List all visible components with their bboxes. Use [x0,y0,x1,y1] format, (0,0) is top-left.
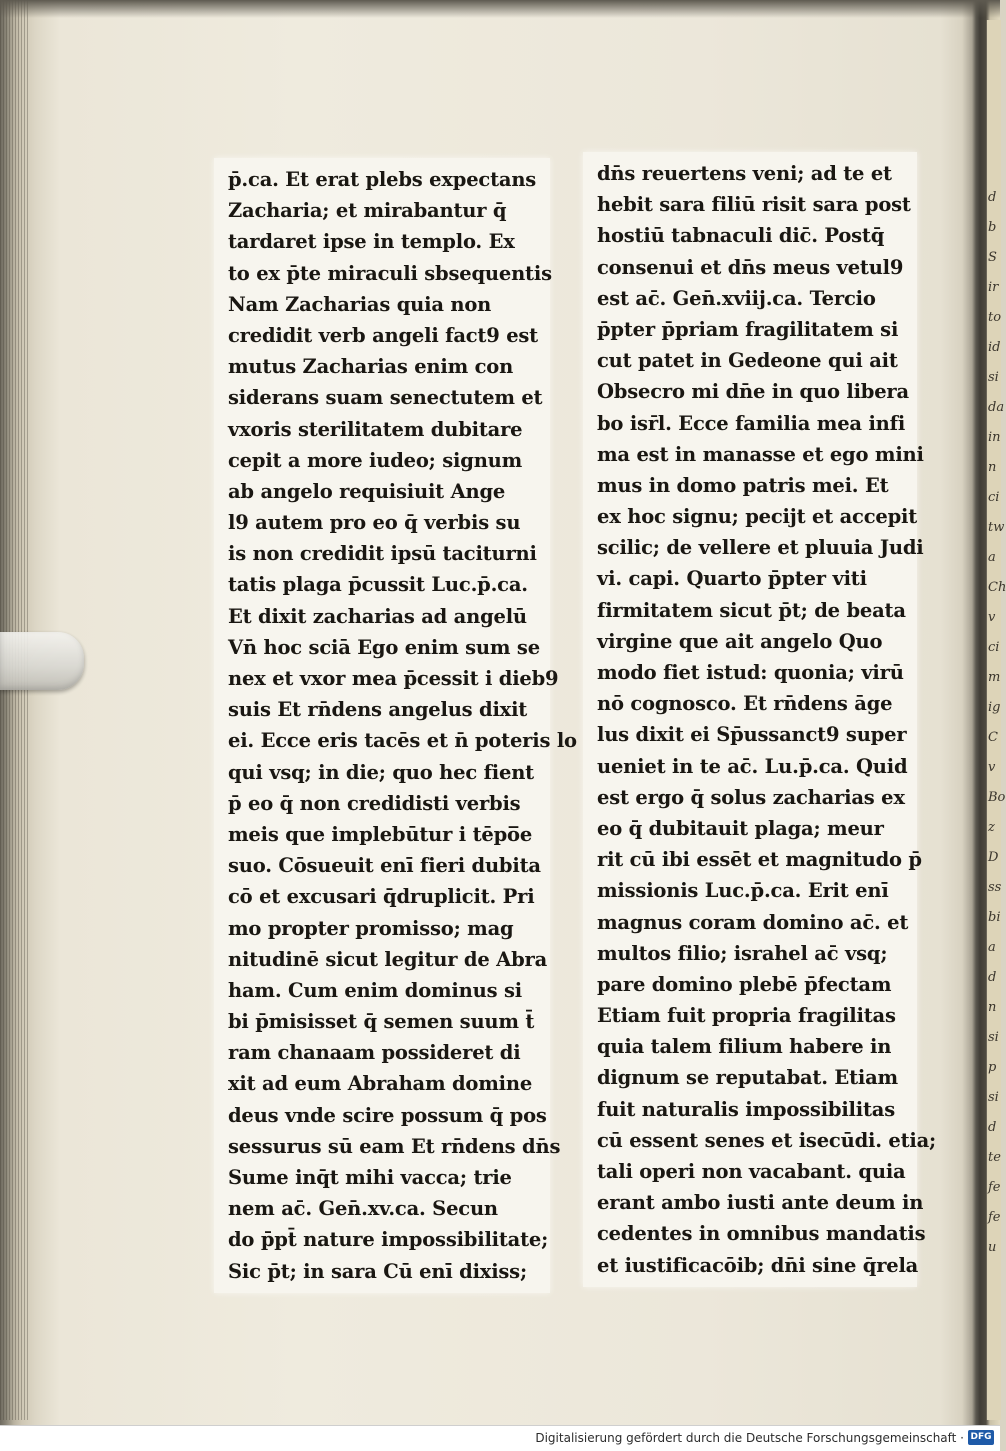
text-line: dn̄s reuertens veni; ad te et [597,162,892,185]
text-line: fuit naturalis impossibilitas [597,1097,895,1121]
text-line: mo propter promisso; mag [228,916,514,940]
text-line: qui vsq; in die; quo hec fient [228,760,534,784]
text-line: virgine que ait angelo Quo [597,629,883,653]
margin-fragment: id [988,340,1001,355]
text-line: ex hoc signu; pecijt et accepit [597,505,918,529]
text-line: is non credidit ipsū taciturni [228,542,537,566]
text-line: ei. Ecce eris tacēs et n̄ poteris lo [228,729,577,753]
margin-fragment: Bo [988,790,1006,805]
text-line: vxoris sterilitatem dubitare [228,417,523,441]
text-line: nex et vxor mea p̄cessit i dieb9 [228,667,559,690]
margin-fragment: ir [988,280,999,295]
margin-fragment: d [988,190,997,205]
text-line: cepit a more iudeo; signum [228,448,523,472]
text-line: et iustificacōib; dn̄i sine q̄rela [597,1253,919,1277]
text-line: suo. Cōsueuit enī fieri dubita [228,854,541,878]
margin-fragment: v [988,610,996,625]
binding-shadow [0,0,1000,18]
text-line: xit ad eum Abraham domine [228,1072,533,1096]
margin-fragment: ci [988,490,1000,505]
text-line: do p̄pt̄ nature impossibilitate; [228,1228,549,1252]
text-line: siderans suam senectutem et [228,386,543,410]
margin-fragment: si [988,370,999,385]
text-line: bi p̄misisset q̄ semen suum t̄ [228,1010,535,1034]
footer-bar [0,1425,1000,1451]
margin-fragment: bi [988,910,1001,925]
text-line: ueniet in te ac̄. Lu.p̄.ca. Quid [597,754,908,778]
text-line: est ergo q̄ solus zacharias ex [597,785,905,809]
margin-fragment: b [988,220,997,235]
margin-fragment: si [988,1090,999,1105]
text-line: p̄.ca. Et erat plebs expectans [228,168,537,191]
text-line: nem ac̄. Gen̄.xv.ca. Secun [228,1197,498,1221]
margin-fragment: da [988,400,1005,415]
text-line: cut patet in Gedeone qui ait [597,349,898,373]
margin-fragment: fe [988,1180,1001,1195]
text-line: mutus Zacharias enim con [228,355,514,379]
text-line: to ex p̄te miraculi sbsequentis [228,261,552,285]
text-line: sessurus sū eam Et rn̄dens dn̄s [228,1134,561,1158]
margin-fragment: S [988,250,997,265]
margin-fragment: d [988,1120,997,1135]
margin-fragment: v [988,760,996,775]
text-line: nō cognosco. Et rn̄dens āge [597,692,893,716]
text-line: tardaret ipse in templo. Ex [228,230,515,254]
margin-fragment: n [988,460,997,475]
text-line: firmitatem sicut p̄t; de beata [597,598,906,622]
text-line: dignum se reputabat. Etiam [597,1066,898,1090]
text-line: quia talem filium habere in [597,1035,892,1059]
margin-fragment: m [988,670,1001,685]
text-line: cedentes in omnibus mandatis [597,1222,926,1246]
margin-fragment: p [988,1060,997,1075]
margin-fragment: u [988,1240,997,1255]
text-line: l9 autem pro eo q̄ verbis su [228,511,521,535]
margin-fragment: D [988,850,999,865]
text-line: modo fiet istud: quonia; virū [597,661,904,684]
text-line: bo isr̄l. Ecce familia mea infi [597,411,906,435]
text-line: ab angelo requisiuit Ange [228,479,506,503]
margin-fragment: fe [988,1210,1001,1225]
text-line: Zacharia; et mirabantur q̄ [228,199,507,223]
text-line: est ac̄. Gen̄.xviij.ca. Tercio [597,286,876,310]
text-line: hostiū tabnaculi dic̄. Postq̄ [597,224,885,248]
text-line: p̄ eo q̄ non credidisti verbis [228,791,521,815]
right-text-column [583,152,937,1287]
margin-fragment: ci [988,640,1000,655]
text-line: meis que implebūtur i tēpo̅e [228,822,533,846]
text-line: Sic p̄t; in sara Cū enī dixiss; [228,1259,527,1283]
text-line: vi. capi. Quarto p̄pter viti [597,567,867,591]
text-line: Vn̄ hoc sciā Ego enim sum se [228,635,540,659]
margin-fragment: Ch [988,580,1006,595]
text-line: Etiam fuit propria fragilitas [597,1004,896,1028]
margin-fragment: ss [988,880,1002,895]
margin-fragment: te [988,1150,1001,1165]
text-line: suis Et rn̄dens angelus dixit [228,698,528,722]
margin-fragment: in [988,430,1001,445]
text-line: ma est in manasse et ego mini [597,442,924,466]
text-line: lus dixit ei Sp̄ussanct9 super [597,723,907,747]
text-line: nitudinē sicut legitur de Abra [228,947,548,971]
margin-fragment: tw [988,520,1005,535]
text-line: Et dixit zacharias ad angelū [228,604,527,628]
footer-credit: Digitalisierung gefördert durch die Deutsche Forschungsgemeinschaft · [535,1431,964,1445]
text-line: cō et excusari q̄druplicit. Pri [228,885,535,909]
text-line: Obsecro mi dn̄e in quo libera [597,380,909,404]
text-line: credidit verb angeli fact9 est [228,323,538,347]
text-line: deus vnde scire possum q̄ pos [228,1103,547,1127]
margin-fragment: si [988,1030,999,1045]
text-line: scilic; de vellere et pluuia Judi [597,536,924,560]
text-line: Nam Zacharias quia non [228,292,492,316]
page-clip [0,632,84,690]
margin-fragment: C [988,730,998,745]
text-line: tali operi non vacabant. quia [597,1160,906,1183]
margin-fragment: n [988,1000,997,1015]
text-line: consenui et dn̄s meus vetul9 [597,255,904,279]
text-line: eo q̄ dubitauit plaga; meur [597,816,884,840]
text-line: magnus coram domino ac̄. et [597,910,909,934]
text-line: p̄pter p̄priam fragilitatem si [597,317,899,341]
text-line: pare domino plebē p̄fectam [597,972,892,996]
text-line: missionis Luc.p̄.ca. Erit enī [597,879,889,903]
text-line: rit cū ibi essēt et magnitudo p̄ [597,848,922,872]
text-line: ham. Cum enim dominus si [228,978,522,1002]
text-line: ram chanaam possideret di [228,1041,521,1065]
left-text-column [214,158,577,1293]
text-line: Sume inq̄t mihi vacca; trie [228,1166,512,1189]
margin-fragment: a [988,940,996,955]
text-line: erant ambo iusti ante deum in [597,1191,924,1215]
text-line: mus in domo patris mei. Et [597,473,889,497]
text-line: tatis plaga p̄cussit Luc.p̄.ca. [228,573,528,597]
margin-fragment: z [988,820,995,835]
margin-fragment: to [988,310,1002,325]
text-line: hebit sara filiū risit sara post [597,193,911,217]
page-edges [0,0,30,1420]
margin-fragment: ig [988,700,1001,715]
margin-fragment: a [988,550,996,565]
text-line: multos filio; israhel ac̄ vsq; [597,941,888,965]
text-line: cū essent senes et isecūdi. etia; [597,1128,937,1152]
dfg-logo: DFG [968,1430,994,1445]
margin-fragment: d [988,970,997,985]
